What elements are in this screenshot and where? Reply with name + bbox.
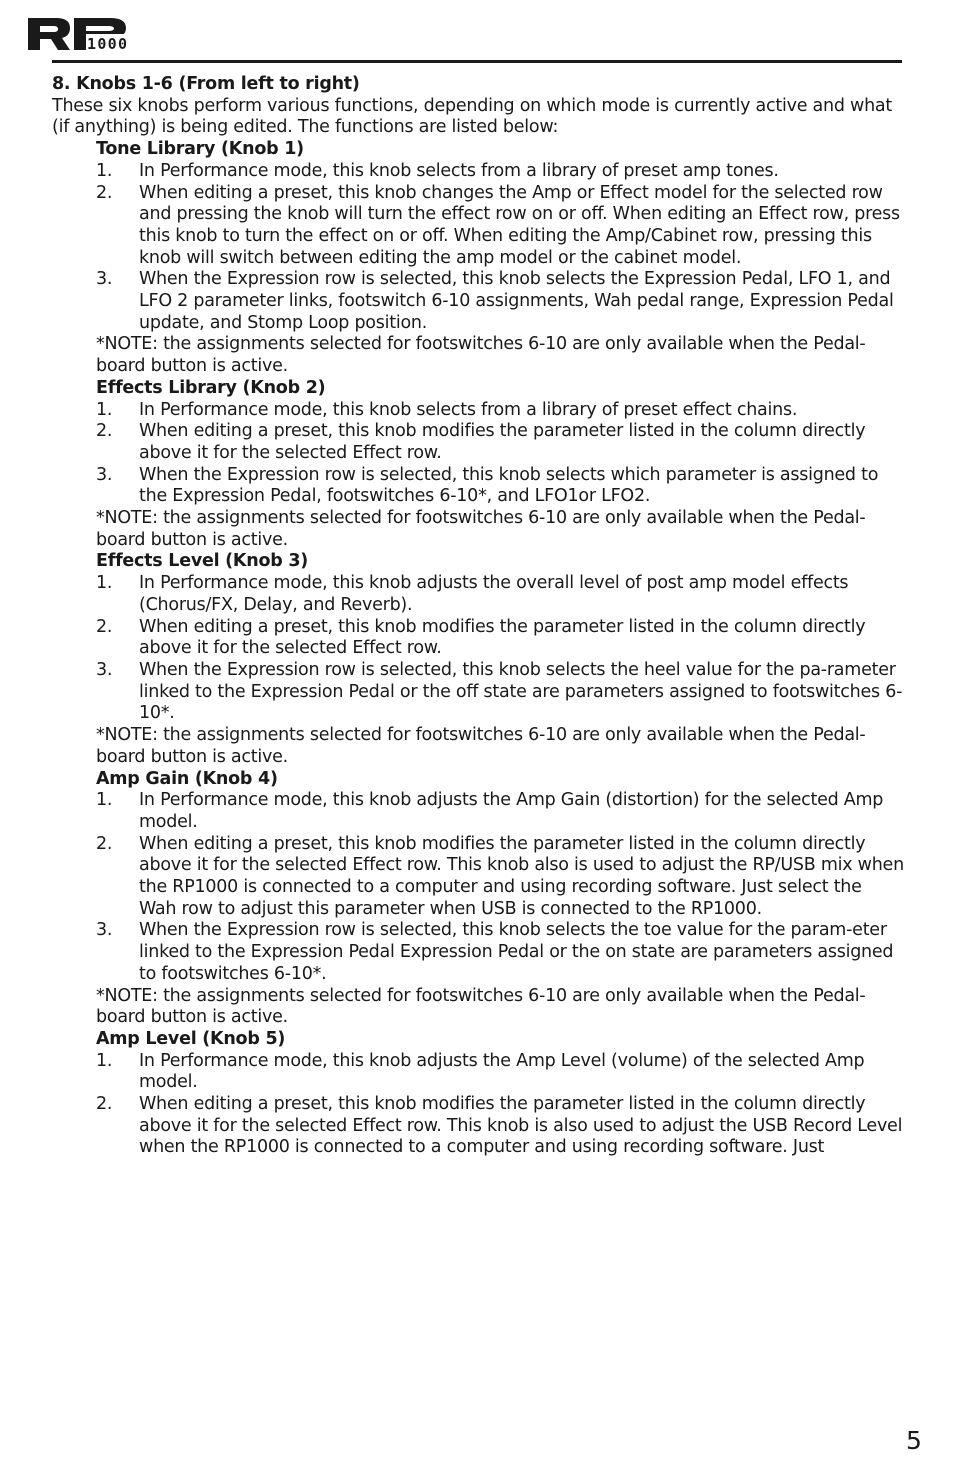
list-text: In Performance mode, this knob selects from a library of preset effect chains.	[139, 399, 798, 420]
list-number: 1.	[96, 399, 113, 420]
list-item	[96, 421, 904, 464]
section-effects-level	[96, 551, 904, 768]
list-item	[96, 573, 904, 616]
list-item	[96, 269, 904, 334]
list-item	[96, 1094, 904, 1159]
list-text: When editing a preset, this knob modifies the parameter listed in the column directly above it for the selected Effect row.	[139, 616, 866, 659]
list-item	[96, 465, 904, 508]
list-number: 3.	[96, 464, 113, 485]
intro-paragraph: These six knobs perform various functions, depending on which mode is currently active and what (if anything) is being edited. The functions are listed below:	[52, 95, 892, 138]
list-number: 2.	[96, 833, 113, 854]
list-item	[96, 660, 904, 725]
list-item	[96, 617, 904, 660]
page-content	[52, 74, 904, 1159]
list-number: 2.	[96, 421, 113, 442]
section-title: Effects Library (Knob 2)	[96, 377, 326, 398]
list-number: 1.	[96, 160, 113, 181]
list-text: When the Expression row is selected, this knob selects which parameter is assigned to the Expression Pedal, footswitches 6-10*, and LFO1or LFO2.	[139, 464, 879, 507]
list-text: When editing a preset, this knob modifies the parameter listed in the column directly above it for the selected Effect row.	[139, 421, 866, 463]
list-text: When the Expression row is selected, this knob selects the toe value for the param-eter linked to the Expression Pedal Expression Pedal or the on state are parameters assigned to footswitches 6-10*.	[139, 920, 894, 984]
section-amp-level	[96, 1029, 904, 1159]
list-number: 3.	[96, 920, 113, 941]
logo-model-text: 1000	[87, 35, 127, 52]
header-rule	[52, 60, 902, 63]
list-text: In Performance mode, this knob selects from a library of preset amp tones.	[139, 160, 779, 181]
list-number: 2.	[96, 616, 113, 637]
page-number: 5	[906, 1426, 922, 1455]
section-title: Amp Gain (Knob 4)	[96, 768, 278, 789]
section-heading: 8. Knobs 1-6 (From left to right)	[52, 74, 360, 94]
list-number: 2.	[96, 1094, 113, 1115]
section-title: Amp Level (Knob 5)	[96, 1028, 286, 1049]
list-number: 3.	[96, 659, 113, 680]
list-text: When the Expression row is selected, this knob selects the heel value for the pa-rameter linked to the Expression Pedal or the off state are parameters assigned to footswitches 6-10*.	[139, 659, 903, 724]
section-amp-gain	[96, 769, 904, 1029]
list-number: 1.	[96, 790, 113, 811]
list-item	[96, 400, 904, 422]
rp1000-logo	[26, 12, 130, 52]
list-item	[96, 1051, 904, 1094]
section-tone-library	[96, 139, 904, 378]
list-item	[96, 920, 904, 985]
list-item	[96, 834, 904, 921]
list-text: When editing a preset, this knob modifies the parameter listed in the column directly above it for the selected Effect row. This knob also is used to adjust the RP/USB mix when the RP1000 is connected to a computer and using recording software. Just select the Wah row to adjust this parameter when USB is connected to the RP1000.	[139, 833, 904, 919]
list-item	[96, 183, 904, 270]
section-effects-library	[96, 378, 904, 552]
list-text: In Performance mode, this knob adjusts the Amp Level (volume) of the selected Amp model.	[139, 1050, 865, 1093]
list-text: In Performance mode, this knob adjusts the Amp Gain (distortion) for the selected Amp model.	[139, 790, 884, 832]
note: *NOTE: the assignments selected for footswitches 6-10 are only available when the Pedal-board button is active.	[96, 334, 866, 377]
list-text: When editing a preset, this knob modifies the parameter listed in the column directly above it for the selected Effect row. This knob is also used to adjust the USB Record Level when the RP1000 is connected to a computer and using recording software. Just	[139, 1094, 903, 1158]
list-text: In Performance mode, this knob adjusts the overall level of post amp model effects (Chorus/FX, Delay, and Reverb).	[139, 573, 849, 615]
note: *NOTE: the assignments selected for footswitches 6-10 are only available when the Pedal-board button is active.	[96, 508, 866, 550]
list-item	[96, 790, 904, 833]
list-number: 1.	[96, 573, 113, 594]
list-number: 1.	[96, 1050, 113, 1071]
list-item	[96, 161, 904, 183]
list-text: When the Expression row is selected, this knob selects the Expression Pedal, LFO 1, and LFO 2 parameter links, footswitch 6-10 assignments, Wah pedal range, Expression Pedal update, and Stomp Loop position.	[139, 269, 894, 333]
list-number: 3.	[96, 269, 113, 290]
list-text: When editing a preset, this knob changes the Amp or Effect model for the selected row and pressing the knob will turn the effect row on or off. When editing an Effect row, press this knob to turn the effect on or off. When editing the Amp/Cabinet row, pressing this knob will switch between editing the amp model or the cabinet model.	[139, 182, 900, 268]
section-title: Tone Library (Knob 1)	[96, 139, 304, 160]
note: *NOTE: the assignments selected for footswitches 6-10 are only available when the Pedal-board button is active.	[96, 985, 866, 1028]
list-number: 2.	[96, 182, 113, 203]
note: *NOTE: the assignments selected for footswitches 6-10 are only available when the Pedal-board button is active.	[96, 725, 866, 767]
section-title: Effects Level (Knob 3)	[96, 551, 309, 572]
